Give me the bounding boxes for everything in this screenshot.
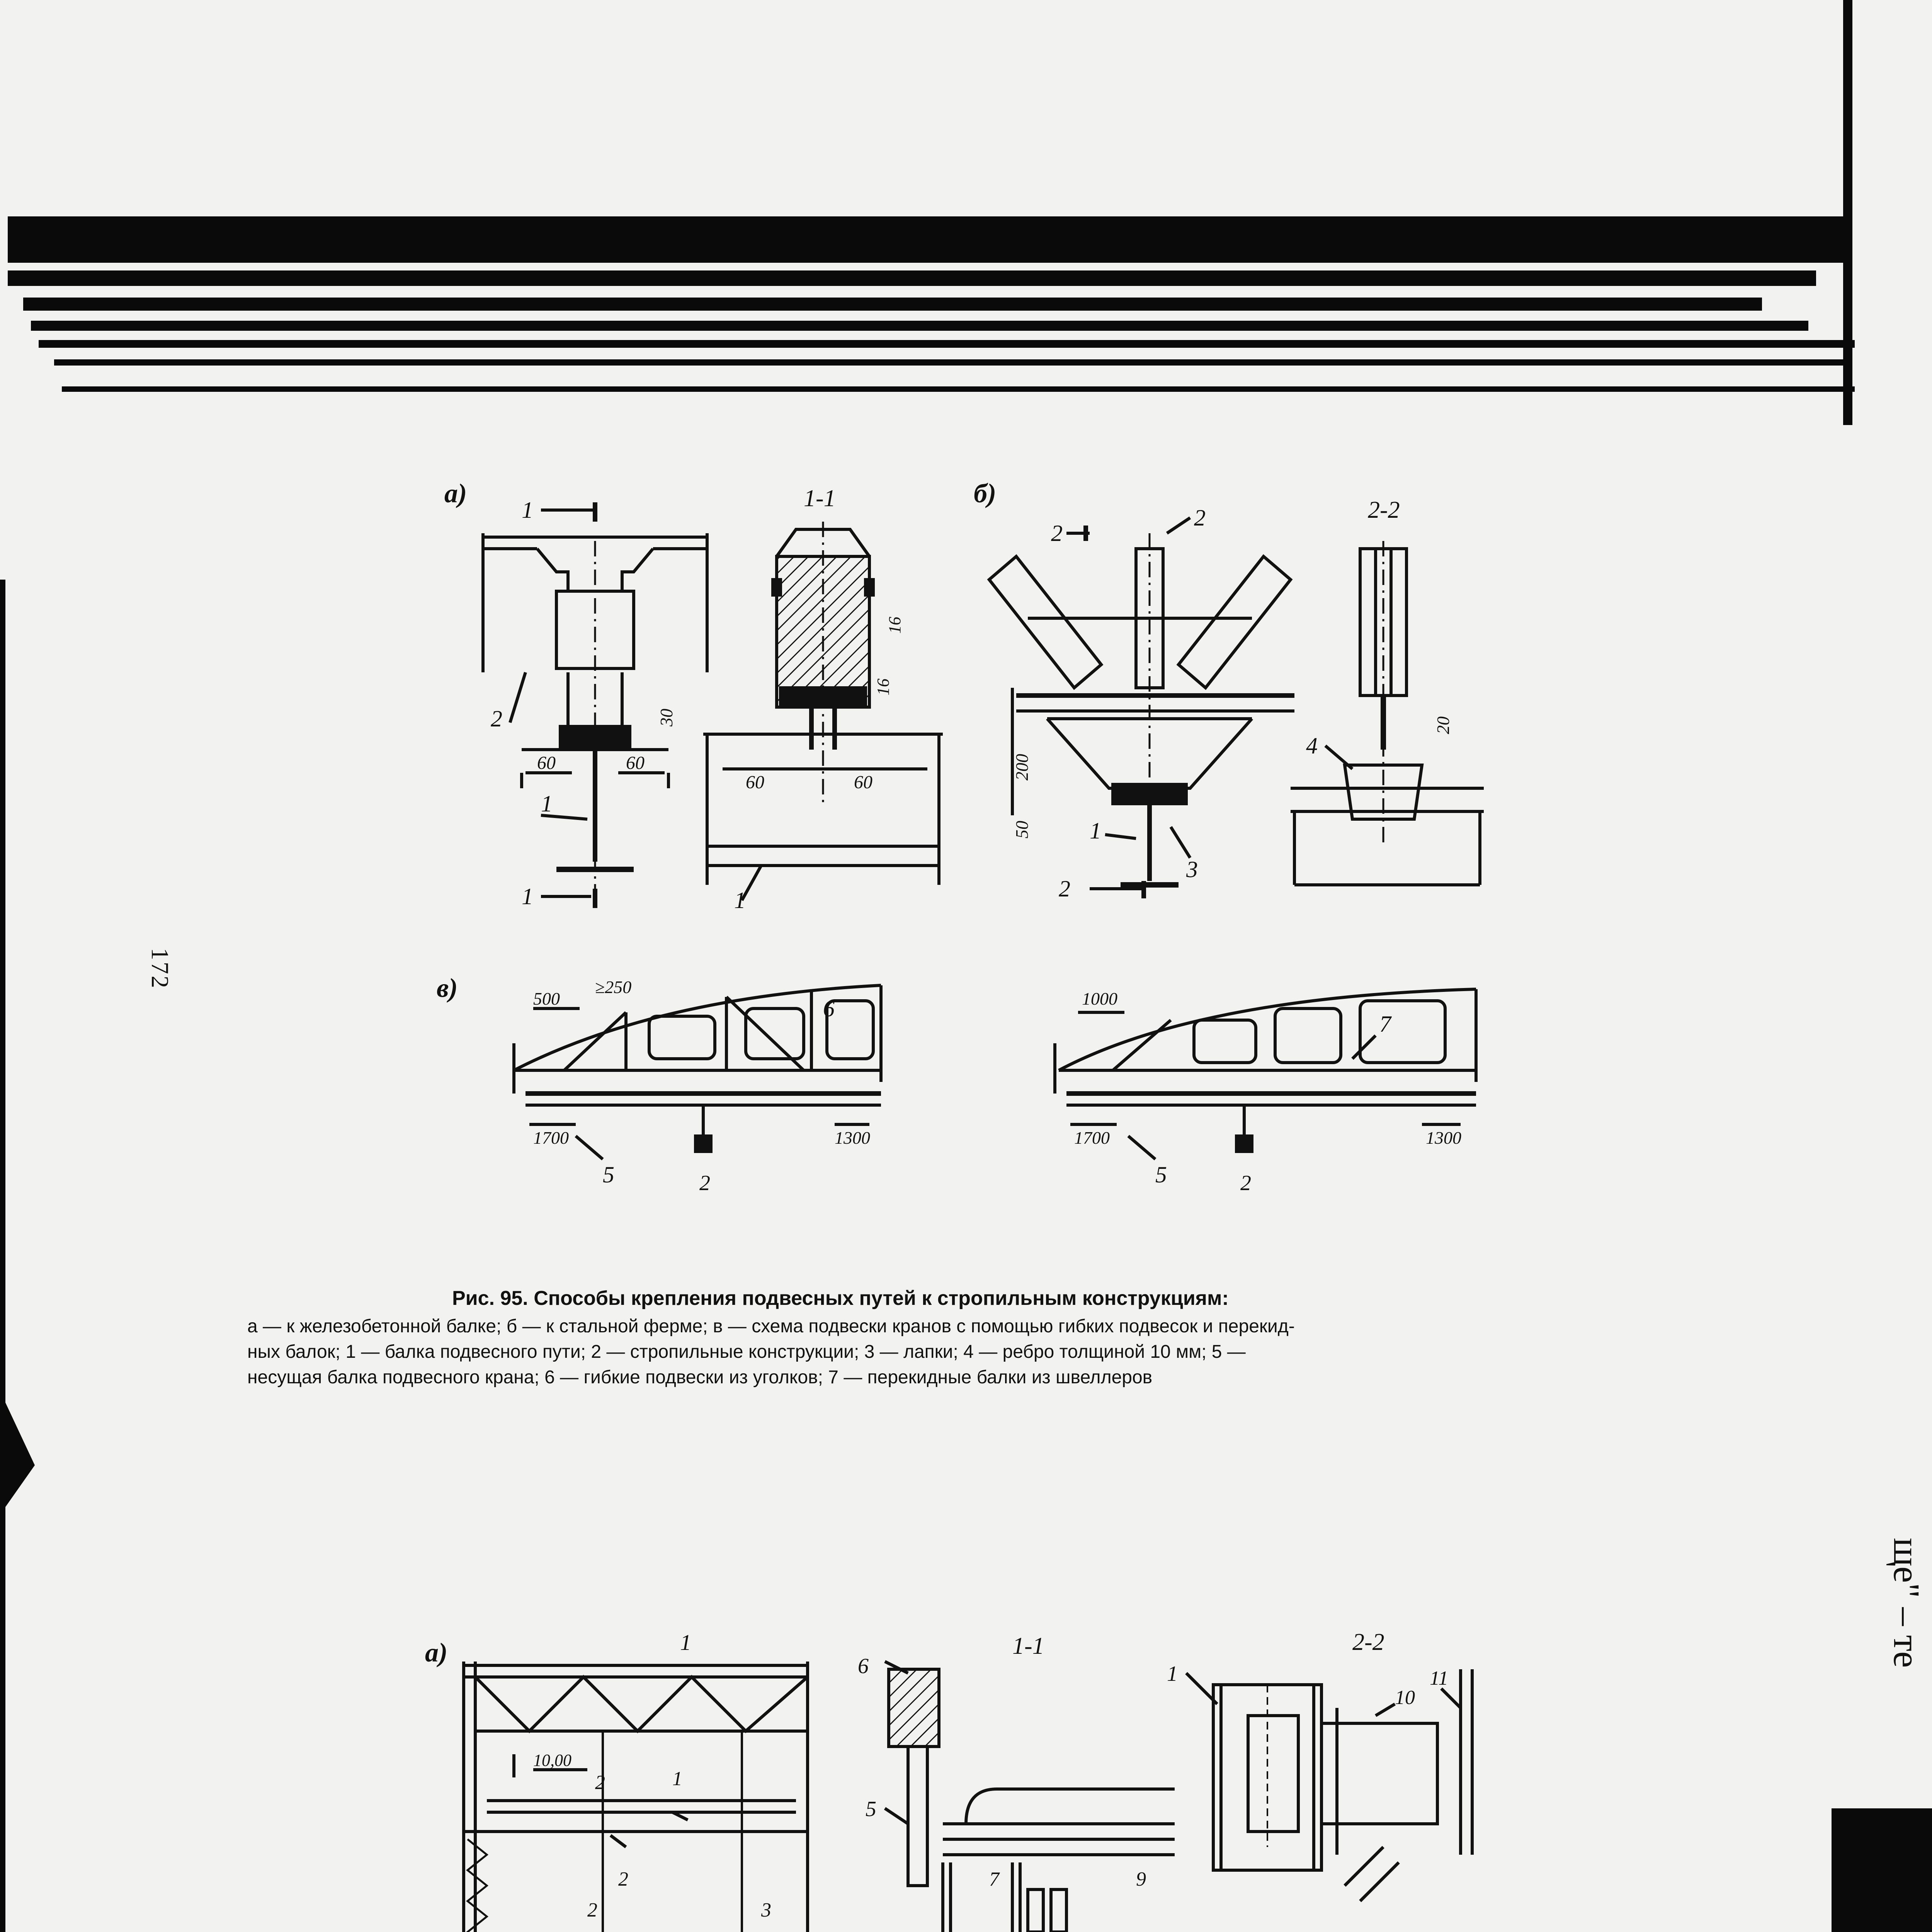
- fig95-b-dim-50: 50: [1012, 821, 1032, 838]
- fig96-s11-note-7-top: 7: [989, 1868, 999, 1890]
- fig95-b-note-1: 1: [1090, 818, 1101, 844]
- fig95-cut-1-bottom: 1: [522, 884, 533, 909]
- fig95-v-note-2-left: 2: [699, 1171, 710, 1195]
- figure-95-caption-line-3: несущая балка подвесного крана; 6 — гибкие подвески из уголков; 7 — перекидные балки из швеллеров: [247, 1367, 1153, 1388]
- fig95-v-note-2-right: 2: [1240, 1171, 1251, 1195]
- fig95-v-dim-250: ≥250: [595, 977, 632, 997]
- fig96-section-1-1-title: 1-1: [1012, 1633, 1044, 1659]
- fig96-label-a: а): [425, 1638, 448, 1668]
- fig96-s11-note-6: 6: [858, 1654, 869, 1678]
- scan-edge-right-upper: [1843, 0, 1852, 425]
- fig95-s11-dim-60-left: 60: [746, 772, 764, 793]
- scan-edge-top-stripe: [54, 359, 1847, 366]
- fig95-s22-dim-20: 20: [1433, 716, 1453, 734]
- fig95-b-cut-2-bottom: 2: [1059, 876, 1070, 901]
- figure-95-caption-line-2: ных балок; 1 — балка подвесного пути; 2 — стропильные конструкции; 3 — лапки; 4 — ребро толщиной 10 мм; 5 —: [247, 1342, 1246, 1362]
- fig95-a-note-1: 1: [541, 791, 553, 816]
- fig95-v-dim-1700-left: 1700: [533, 1128, 569, 1148]
- fig95-b-note-2: 2: [1194, 505, 1206, 531]
- fig95-s11-dim-60-right: 60: [854, 772, 872, 793]
- fig95-a-dim-60-left: 60: [537, 753, 556, 773]
- fig95-a-dim-60-right: 60: [626, 753, 645, 773]
- scan-edge-top-stripe: [39, 340, 1855, 348]
- figure-95-svg: [425, 456, 1584, 1213]
- fig96-s22-note-10: 10: [1395, 1687, 1415, 1709]
- page-number-upper: 172: [146, 948, 174, 990]
- fig95-v-dim-1300-right: 1300: [1426, 1128, 1461, 1148]
- fig95-b-cut-2-top: 2: [1051, 520, 1063, 546]
- scan-edge-left-wedge: [0, 1391, 35, 1515]
- fig95-section-2-2: [1291, 541, 1484, 885]
- figure-95-drawing: [425, 456, 1584, 1213]
- fig95-a-dim-30: 30: [656, 709, 676, 726]
- scan-edge-top: [8, 216, 1847, 263]
- fig95-section-1-1-title: 1-1: [804, 485, 836, 512]
- fig95-s11-dim-16-top: 16: [885, 617, 904, 634]
- figure-96-drawing: [410, 1607, 1592, 1932]
- fig95-section-2-2-title: 2-2: [1368, 497, 1400, 523]
- fig96-s22-note-1: 1: [1167, 1662, 1178, 1686]
- fig96-a-note-3: 3: [761, 1899, 771, 1921]
- fig96-s11-note-5: 5: [866, 1797, 876, 1821]
- fig95-label-b: б): [974, 479, 997, 509]
- fig95-v-note-6: 6: [823, 996, 835, 1021]
- fig95-a-note-2: 2: [491, 706, 502, 731]
- fig96-a-note-2-top: 2: [595, 1772, 605, 1794]
- fig95-s11-dim-16-bottom: 16: [874, 679, 893, 696]
- scan-edge-left: [0, 580, 5, 1932]
- scan-edge-top-stripe: [8, 270, 1816, 286]
- fig96-section-2-2: [1186, 1669, 1472, 1901]
- fig95-v-dim-1700-right: 1700: [1074, 1128, 1110, 1148]
- fig95-section-1-1: [703, 522, 943, 900]
- scan-edge-right: [1832, 1808, 1932, 1932]
- fig95-s22-note-4: 4: [1306, 733, 1318, 759]
- fig95-v-note-5-left: 5: [603, 1162, 614, 1187]
- fig96-a-note-2-mid: 2: [587, 1899, 597, 1921]
- fig95-v-dim-1300-left: 1300: [835, 1128, 870, 1148]
- fig95-b-note-3: 3: [1186, 857, 1198, 882]
- fig95-s11-note-1: 1: [734, 888, 746, 913]
- fig96-a-scheme: [440, 1662, 819, 1932]
- fig96-s11-note-9-top: 9: [1136, 1868, 1146, 1890]
- scan-edge-top-stripe: [23, 298, 1762, 311]
- edge-text-fragment: ще" – те: [1886, 1538, 1927, 1668]
- scan-edge-top-stripe: [62, 386, 1855, 392]
- fig95-v-note-7: 7: [1379, 1011, 1391, 1037]
- fig96-section-2-2-title: 2-2: [1352, 1629, 1384, 1655]
- fig96-a-cut-2: 2: [618, 1868, 628, 1890]
- fig95-label-a: а): [444, 479, 467, 509]
- fig95-label-v: в): [437, 973, 458, 1003]
- fig95-cut-1-top: 1: [522, 497, 533, 523]
- figure-96-svg: [410, 1607, 1592, 1932]
- fig96-section-1-1: [881, 1662, 1175, 1932]
- fig95-v-dim-500: 500: [533, 989, 560, 1009]
- fig95-b-dim-200: 200: [1012, 754, 1032, 781]
- fig96-a-cut-1-mid: 1: [672, 1768, 682, 1790]
- fig95-v-note-5-right: 5: [1155, 1162, 1167, 1187]
- fig96-s22-note-11: 11: [1430, 1667, 1449, 1689]
- fig95-v-right-scheme: [1055, 989, 1476, 1159]
- scan-edge-top-stripe: [31, 321, 1808, 331]
- figure-95-caption-title: Рис. 95. Способы крепления подвесных путей к стропильным конструкциям:: [452, 1287, 1229, 1310]
- fig96-a-level-1000: 10,00: [533, 1751, 571, 1770]
- figure-95-caption-line-1: а — к железобетонной балке; б — к стальной ферме; в — схема подвески кранов с помощью гибких подвесок и перекид-: [247, 1316, 1295, 1337]
- fig96-a-cut-1-top: 1: [680, 1630, 691, 1655]
- fig95-b-elevation: [989, 518, 1294, 898]
- fig95-v-dim-1000: 1000: [1082, 989, 1117, 1009]
- fig95-a-elevation: [483, 502, 707, 908]
